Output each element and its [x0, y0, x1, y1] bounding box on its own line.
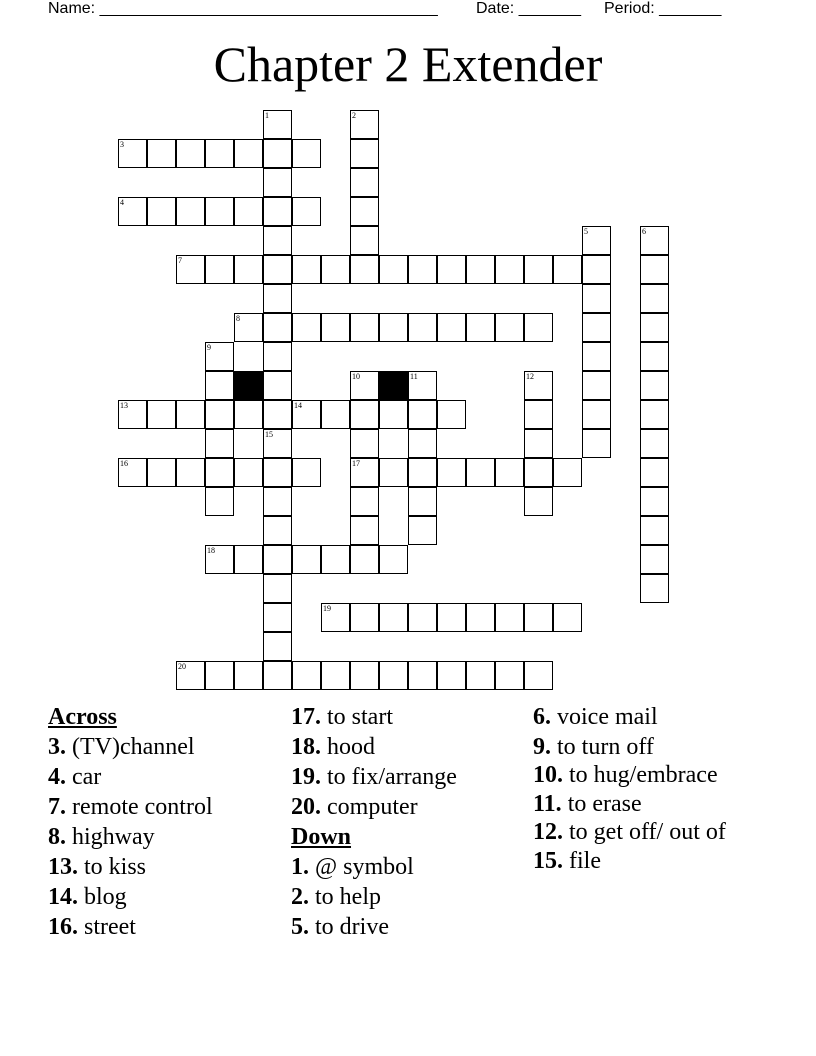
grid-cell[interactable]: [321, 661, 350, 690]
clue-down-5: 5. to drive: [291, 914, 389, 940]
grid-cell[interactable]: [466, 603, 495, 632]
clue-across-16: 16. street: [48, 914, 136, 940]
grid-cell[interactable]: [640, 342, 669, 371]
grid-cell[interactable]: [524, 255, 553, 284]
grid-cell[interactable]: [553, 603, 582, 632]
clue-down-2: 2. to help: [291, 884, 381, 910]
grid-cell[interactable]: [524, 429, 553, 458]
grid-cell[interactable]: [350, 226, 379, 255]
grid-cell[interactable]: [582, 313, 611, 342]
grid-cell[interactable]: [582, 342, 611, 371]
grid-cell[interactable]: [350, 255, 379, 284]
grid-cell[interactable]: [408, 603, 437, 632]
grid-cell[interactable]: [495, 458, 524, 487]
grid-cell[interactable]: [263, 139, 292, 168]
grid-cell[interactable]: [640, 458, 669, 487]
grid-cell[interactable]: [495, 255, 524, 284]
grid-cell[interactable]: [321, 545, 350, 574]
clue-across-18: 18. hood: [291, 734, 375, 760]
grid-cell[interactable]: [234, 661, 263, 690]
clue-number-8: 8: [236, 314, 240, 323]
grid-cell[interactable]: [640, 487, 669, 516]
grid-cell[interactable]: [292, 197, 321, 226]
grid-cell[interactable]: [147, 458, 176, 487]
clue-across-19: 19. to fix/arrange: [291, 764, 457, 790]
grid-cell[interactable]: [263, 197, 292, 226]
grid-cell[interactable]: [408, 458, 437, 487]
blocked-cell: [234, 371, 263, 400]
grid-cell[interactable]: [292, 458, 321, 487]
grid-cell[interactable]: [350, 429, 379, 458]
grid-cell[interactable]: [234, 197, 263, 226]
grid-cell[interactable]: [350, 168, 379, 197]
grid-cell[interactable]: [379, 313, 408, 342]
name-field[interactable]: Name: ______________________________________: [48, 0, 438, 17]
clue-number-19: 19: [323, 604, 331, 613]
grid-cell[interactable]: [263, 400, 292, 429]
grid-cell[interactable]: [263, 545, 292, 574]
grid-cell[interactable]: [640, 574, 669, 603]
grid-cell[interactable]: [234, 139, 263, 168]
grid-cell[interactable]: [205, 255, 234, 284]
clue-number-3: 3: [120, 140, 124, 149]
grid-cell[interactable]: [263, 603, 292, 632]
clue-number-4: 4: [120, 198, 124, 207]
grid-cell[interactable]: [350, 661, 379, 690]
grid-cell[interactable]: [263, 516, 292, 545]
clue-down-11: 11. to erase: [533, 791, 642, 817]
grid-cell[interactable]: [350, 603, 379, 632]
grid-cell[interactable]: [408, 429, 437, 458]
grid-cell[interactable]: [292, 255, 321, 284]
grid-cell[interactable]: [437, 661, 466, 690]
grid-cell[interactable]: [524, 400, 553, 429]
grid-cell[interactable]: [466, 458, 495, 487]
grid-cell[interactable]: [640, 284, 669, 313]
grid-cell[interactable]: [437, 313, 466, 342]
grid-cell[interactable]: [205, 487, 234, 516]
grid-cell[interactable]: [205, 371, 234, 400]
grid-cell[interactable]: [553, 255, 582, 284]
grid-cell[interactable]: [292, 313, 321, 342]
clue-down-1: 1. @ symbol: [291, 854, 414, 880]
clue-number-10: 10: [352, 372, 360, 381]
grid-cell[interactable]: [408, 516, 437, 545]
grid-cell[interactable]: [437, 458, 466, 487]
grid-cell[interactable]: [640, 545, 669, 574]
clue-across-8: 8. highway: [48, 824, 155, 850]
grid-cell[interactable]: [350, 545, 379, 574]
grid-cell[interactable]: [263, 661, 292, 690]
grid-cell[interactable]: [495, 603, 524, 632]
grid-cell[interactable]: [350, 400, 379, 429]
grid-cell[interactable]: [437, 603, 466, 632]
grid-cell[interactable]: [176, 458, 205, 487]
grid-cell[interactable]: [524, 603, 553, 632]
grid-cell[interactable]: [234, 458, 263, 487]
grid-cell[interactable]: [524, 458, 553, 487]
grid-cell[interactable]: [640, 516, 669, 545]
grid-cell[interactable]: [582, 400, 611, 429]
grid-cell[interactable]: [582, 371, 611, 400]
clue-number-12: 12: [526, 372, 534, 381]
clue-number-16: 16: [120, 459, 128, 468]
across-heading: Across: [48, 704, 117, 730]
clue-number-15: 15: [265, 430, 273, 439]
grid-cell[interactable]: [582, 284, 611, 313]
grid-cell[interactable]: [205, 458, 234, 487]
grid-cell[interactable]: [263, 632, 292, 661]
clue-number-1: 1: [265, 111, 269, 120]
grid-cell[interactable]: [379, 661, 408, 690]
grid-cell[interactable]: [263, 226, 292, 255]
clue-column-2: [291, 702, 501, 942]
clue-down-6: 6. voice mail: [533, 704, 658, 730]
clue-number-13: 13: [120, 401, 128, 410]
grid-cell[interactable]: [147, 139, 176, 168]
grid-cell[interactable]: [524, 487, 553, 516]
grid-cell[interactable]: [176, 197, 205, 226]
grid-cell[interactable]: [263, 284, 292, 313]
grid-cell[interactable]: [582, 255, 611, 284]
grid-cell[interactable]: [234, 255, 263, 284]
grid-cell[interactable]: [292, 139, 321, 168]
clue-number-17: 17: [352, 459, 360, 468]
grid-cell[interactable]: [263, 168, 292, 197]
clue-across-17: 17. to start: [291, 704, 393, 730]
clue-down-9: 9. to turn off: [533, 734, 654, 760]
clue-across-14: 14. blog: [48, 884, 127, 910]
grid-cell[interactable]: [350, 313, 379, 342]
grid-cell[interactable]: [350, 139, 379, 168]
grid-cell[interactable]: [379, 458, 408, 487]
page-title: Chapter 2 Extender: [213, 36, 603, 92]
grid-cell[interactable]: [582, 429, 611, 458]
grid-cell[interactable]: [292, 545, 321, 574]
date-field[interactable]: Date: _______: [476, 0, 581, 17]
clue-down-15: 15. file: [533, 848, 601, 874]
grid-cell[interactable]: [379, 400, 408, 429]
grid-cell[interactable]: [234, 400, 263, 429]
grid-cell[interactable]: [263, 487, 292, 516]
clue-number-11: 11: [410, 372, 418, 381]
clue-across-3: 3. (TV)channel: [48, 734, 195, 760]
clue-across-13: 13. to kiss: [48, 854, 147, 880]
grid-cell[interactable]: [408, 400, 437, 429]
grid-cell[interactable]: [205, 139, 234, 168]
grid-cell[interactable]: [205, 400, 234, 429]
grid-cell[interactable]: [466, 313, 495, 342]
grid-cell[interactable]: [292, 661, 321, 690]
clue-number-20: 20: [178, 662, 186, 671]
clue-number-18: 18: [207, 546, 215, 555]
grid-cell[interactable]: [205, 661, 234, 690]
clue-across-20: 20. computer: [291, 794, 418, 820]
grid-cell[interactable]: [379, 603, 408, 632]
clue-number-9: 9: [207, 343, 211, 352]
grid-cell[interactable]: [408, 487, 437, 516]
grid-cell[interactable]: [176, 139, 205, 168]
clue-across-7: 7. remote control: [48, 794, 213, 820]
grid-cell[interactable]: [263, 458, 292, 487]
clue-across-4: 4. car: [48, 764, 102, 790]
grid-cell[interactable]: [350, 197, 379, 226]
blocked-cell: [379, 371, 408, 400]
grid-cell[interactable]: [466, 661, 495, 690]
grid-cell[interactable]: [350, 516, 379, 545]
grid-cell[interactable]: [234, 545, 263, 574]
grid-cell[interactable]: [379, 545, 408, 574]
grid-cell[interactable]: [640, 429, 669, 458]
grid-cell[interactable]: [205, 197, 234, 226]
clue-down-10: 10. to hug/embrace: [533, 762, 718, 788]
grid-cell[interactable]: [437, 400, 466, 429]
clue-down-12: 12. to get off/ out of: [533, 819, 726, 845]
grid-cell[interactable]: [321, 255, 350, 284]
grid-cell[interactable]: [553, 458, 582, 487]
grid-cell[interactable]: [176, 400, 205, 429]
grid-cell[interactable]: [408, 661, 437, 690]
grid-cell[interactable]: [379, 255, 408, 284]
grid-cell[interactable]: [408, 313, 437, 342]
grid-cell[interactable]: [263, 371, 292, 400]
grid-cell[interactable]: [350, 487, 379, 516]
clue-column-3: [533, 702, 733, 876]
clue-column-1: [48, 702, 258, 942]
grid-cell[interactable]: [408, 255, 437, 284]
down-heading: Down: [291, 824, 352, 850]
grid-cell[interactable]: [640, 255, 669, 284]
grid-cell[interactable]: [640, 371, 669, 400]
grid-cell[interactable]: [640, 313, 669, 342]
grid-cell[interactable]: [524, 661, 553, 690]
grid-cell[interactable]: [263, 574, 292, 603]
grid-cell[interactable]: [263, 313, 292, 342]
clue-number-5: 5: [584, 227, 588, 236]
clue-number-2: 2: [352, 111, 356, 120]
grid-cell[interactable]: [524, 313, 553, 342]
grid-cell[interactable]: [263, 342, 292, 371]
grid-cell[interactable]: [321, 313, 350, 342]
clue-number-14: 14: [294, 401, 302, 410]
grid-cell[interactable]: [495, 313, 524, 342]
clue-number-7: 7: [178, 256, 182, 265]
grid-cell[interactable]: [321, 400, 350, 429]
grid-cell[interactable]: [205, 429, 234, 458]
grid-cell[interactable]: [437, 255, 466, 284]
period-field[interactable]: Period: _______: [604, 0, 722, 17]
grid-cell[interactable]: [147, 400, 176, 429]
grid-cell[interactable]: [640, 400, 669, 429]
grid-cell[interactable]: [263, 255, 292, 284]
grid-cell[interactable]: [147, 197, 176, 226]
grid-cell[interactable]: [466, 255, 495, 284]
clue-number-6: 6: [642, 227, 646, 236]
grid-cell[interactable]: [495, 661, 524, 690]
